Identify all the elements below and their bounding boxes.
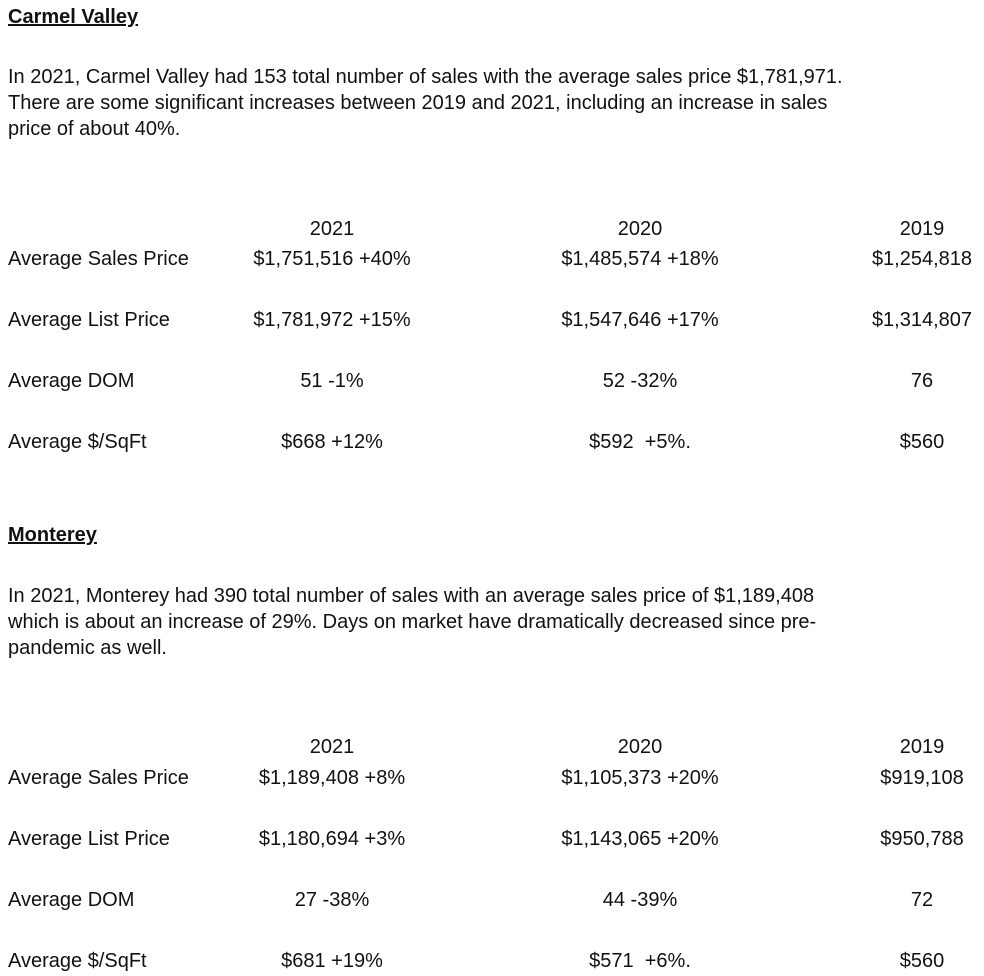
- row-label: Average $/SqFt: [8, 431, 147, 453]
- cell-2021: $1,781,972 +15%: [253, 309, 411, 331]
- section-title: Carmel Valley: [8, 6, 139, 28]
- table-header-row: [0, 216, 984, 242]
- cell-2020: 44 -39%: [602, 889, 678, 911]
- row-label: Average List Price: [8, 309, 170, 331]
- table-row: [0, 948, 984, 974]
- cell-2019: 76: [910, 370, 934, 392]
- paragraph-line: There are some significant increases between 2019 and 2021, including an increase in sales: [8, 92, 828, 114]
- table-header-row: [0, 734, 984, 760]
- table-row: [0, 826, 984, 852]
- paragraph-line: which is about an increase of 29%. Days on market have dramatically decreased since pre-: [8, 611, 817, 633]
- cell-2021: $668 +12%: [281, 431, 383, 453]
- table-row: [0, 368, 984, 394]
- cell-2021: $1,180,694 +3%: [258, 828, 406, 850]
- cell-2019: $919,108: [880, 767, 964, 789]
- paragraph-line: In 2021, Carmel Valley had 153 total number of sales with the average sales price $1,781,971.: [8, 66, 843, 88]
- cell-2019: $950,788: [880, 828, 964, 850]
- row-label: Average Sales Price: [8, 767, 189, 789]
- cell-2020: $1,485,574 +18%: [561, 248, 719, 270]
- table-row: [0, 887, 984, 913]
- cell-2020: $1,547,646 +17%: [561, 309, 719, 331]
- cell-2021: $1,189,408 +8%: [258, 767, 406, 789]
- paragraph-line: price of about 40%.: [8, 118, 181, 140]
- cell-2021: $1,751,516 +40%: [253, 248, 411, 270]
- paragraph-line: pandemic as well.: [8, 637, 167, 659]
- cell-2020: $571 +6%.: [589, 950, 691, 972]
- column-header-2019: 2019: [899, 736, 945, 758]
- row-label: Average DOM: [8, 889, 135, 911]
- cell-2021: $681 +19%: [281, 950, 383, 972]
- column-header-2019: 2019: [899, 218, 945, 240]
- cell-2020: 52 -32%: [602, 370, 678, 392]
- section-paragraph: [8, 64, 968, 142]
- column-header-2020: 2020: [617, 736, 663, 758]
- cell-2019: $560: [899, 950, 945, 972]
- section-paragraph: [8, 583, 968, 661]
- cell-2019: $560: [899, 431, 945, 453]
- cell-2019: $1,254,818: [871, 248, 973, 270]
- row-label: Average List Price: [8, 828, 170, 850]
- row-label: Average Sales Price: [8, 248, 189, 270]
- cell-2021: 27 -38%: [294, 889, 370, 911]
- row-label: Average $/SqFt: [8, 950, 147, 972]
- table-row: [0, 246, 984, 272]
- table-row: [0, 765, 984, 791]
- column-header-2021: 2021: [309, 218, 355, 240]
- cell-2020: $1,143,065 +20%: [561, 828, 719, 850]
- row-label: Average DOM: [8, 370, 135, 392]
- cell-2021: 51 -1%: [300, 370, 364, 392]
- table-row: [0, 307, 984, 333]
- section-title: Monterey: [8, 524, 97, 546]
- cell-2020: $592 +5%.: [589, 431, 691, 453]
- cell-2019: $1,314,807: [871, 309, 973, 331]
- cell-2020: $1,105,373 +20%: [561, 767, 719, 789]
- paragraph-line: In 2021, Monterey had 390 total number of sales with an average sales price of $1,189,408: [8, 585, 815, 607]
- column-header-2021: 2021: [309, 736, 355, 758]
- column-header-2020: 2020: [617, 218, 663, 240]
- table-row: [0, 429, 984, 455]
- cell-2019: 72: [910, 889, 934, 911]
